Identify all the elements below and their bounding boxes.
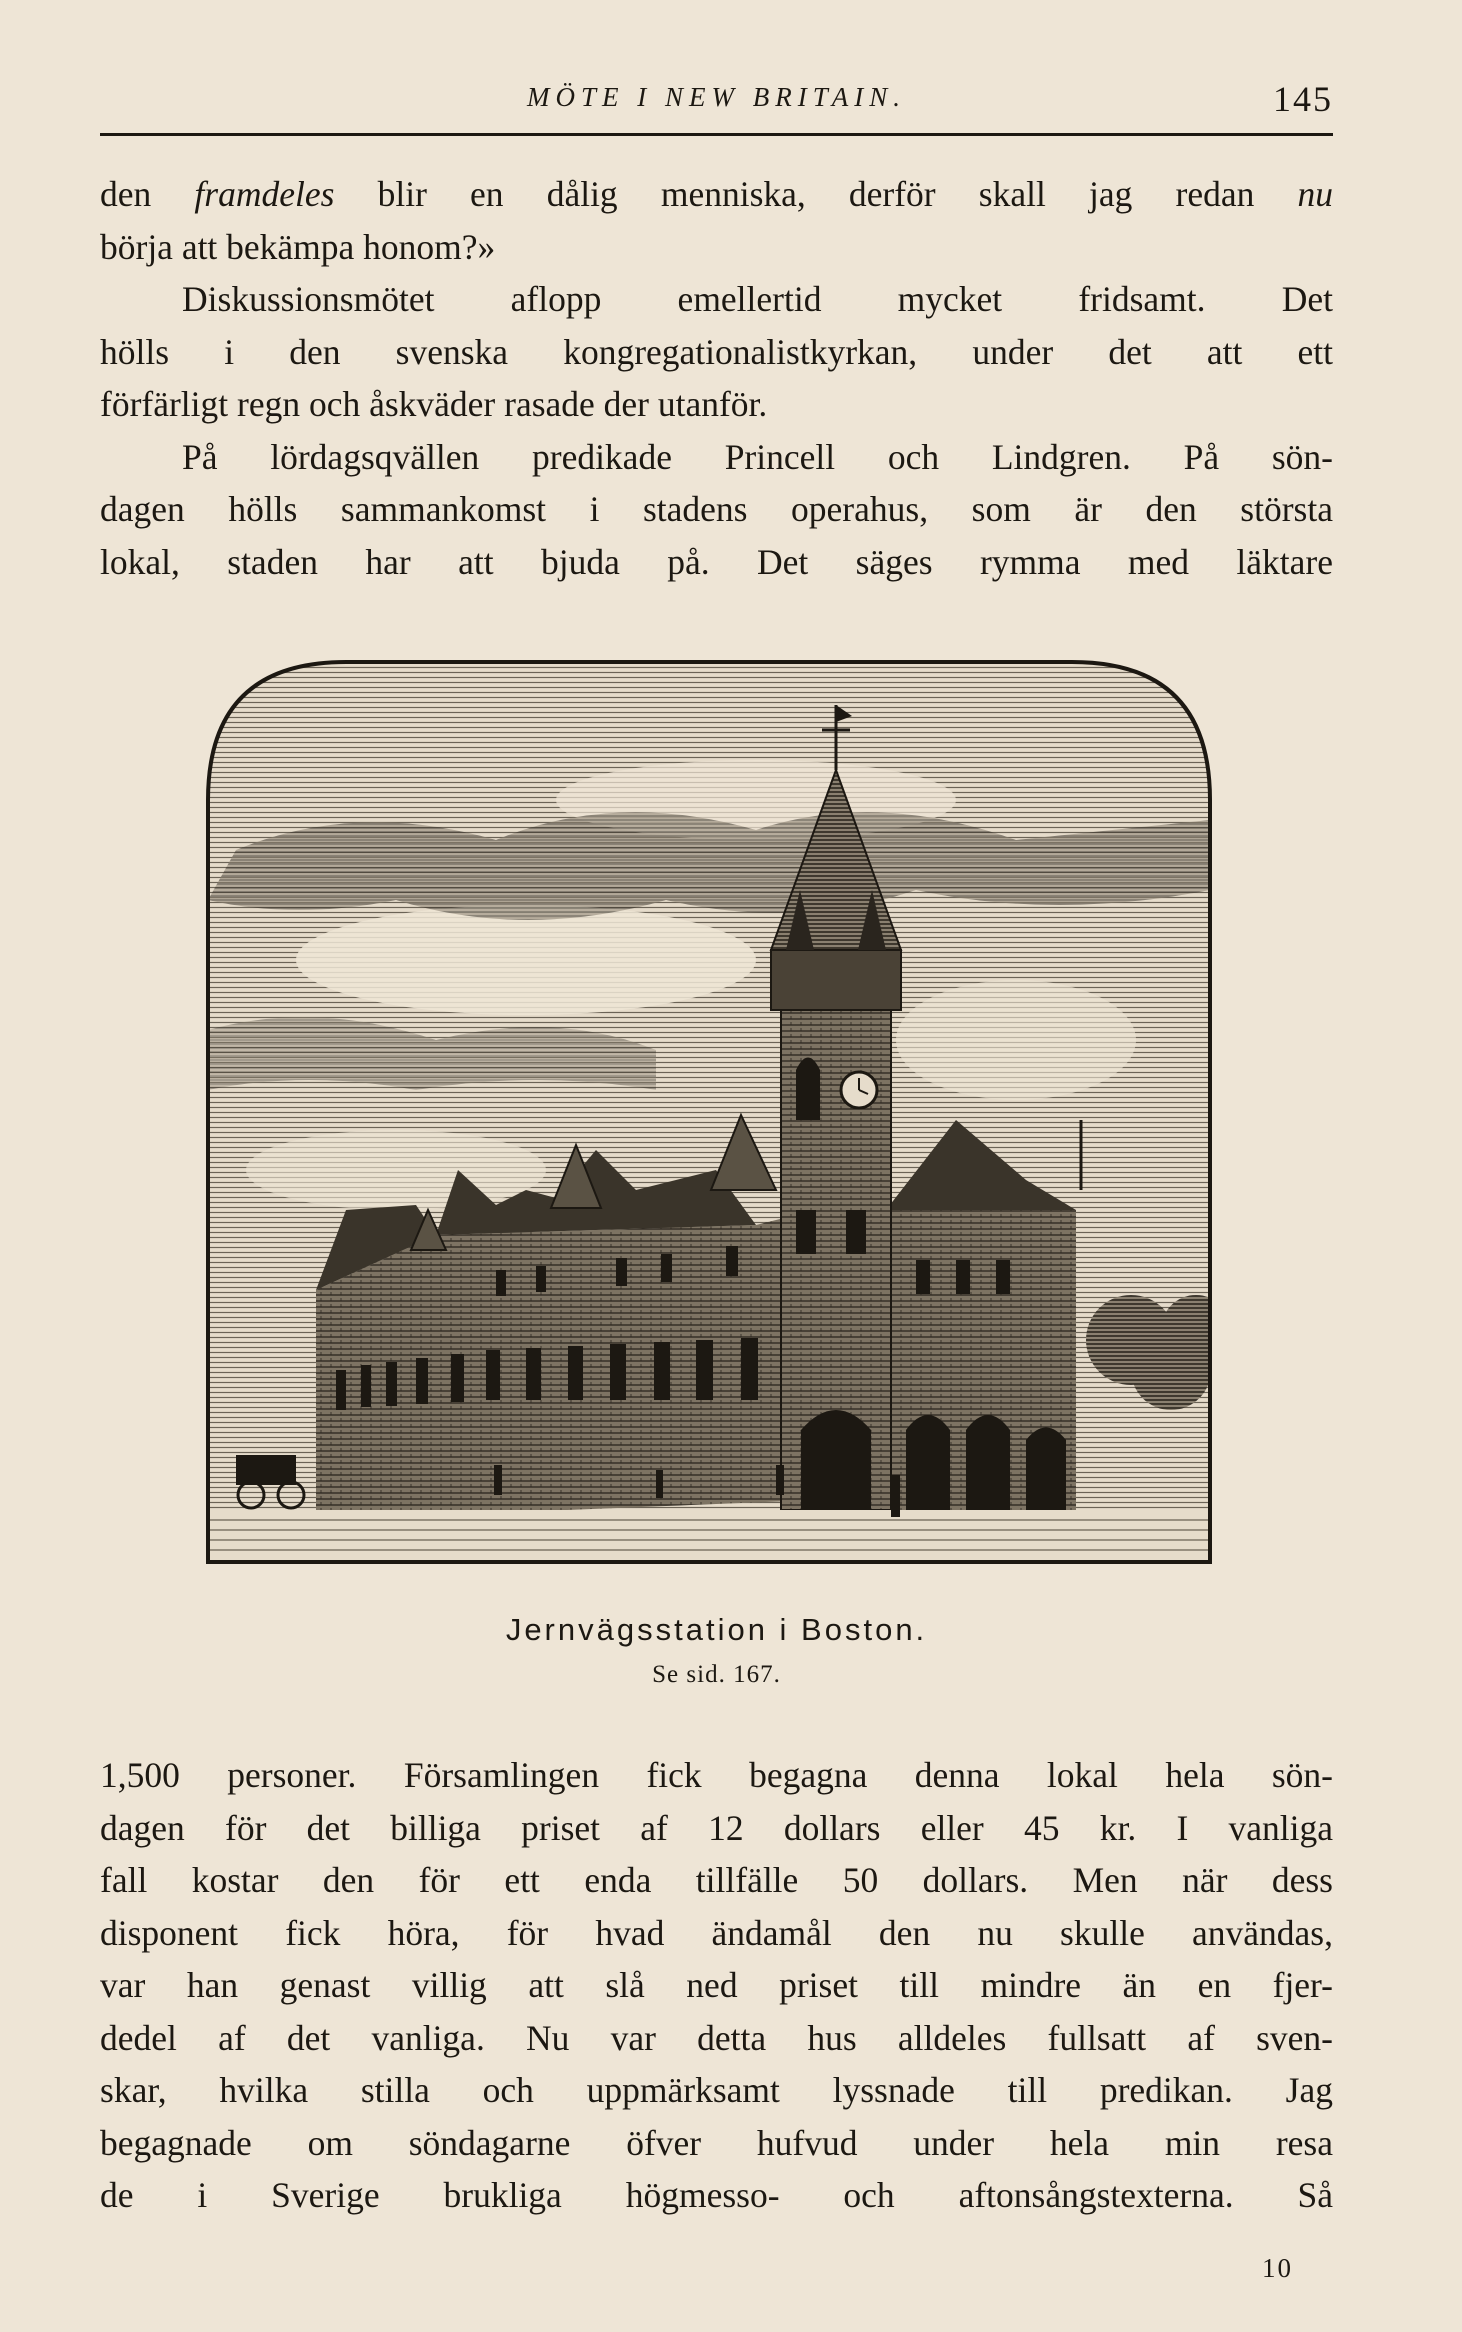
italic-word: nu bbox=[1297, 174, 1333, 214]
paragraph-1-line-1: den framdeles blir en dålig menniska, derför skall jag redan nu bbox=[100, 174, 1333, 214]
figure-reference: Se sid. 167. bbox=[652, 1661, 781, 1688]
body-line: dagen för det billiga priset af 12 dollars eller 45 kr. I vanliga bbox=[100, 1807, 1333, 1848]
paragraph-2-line-3: förfärligt regn och åskväder rasade der utanför. bbox=[100, 384, 768, 424]
paragraph-2-line-2: hölls i den svenska kongregationalistkyrkan, under det att ett bbox=[100, 331, 1333, 372]
page-number: 145 bbox=[1273, 79, 1333, 119]
railway-station-engraving bbox=[196, 650, 1222, 1580]
paragraph-1-line-2: börja att bekämpa honom?» bbox=[100, 226, 496, 267]
body-line: disponent fick höra, för hvad ändamål den nu skulle användas, bbox=[100, 1912, 1333, 1953]
body-line: var han genast villig att slå ned priset till mindre än en fjer- bbox=[100, 1965, 1333, 2005]
paragraph-3-line-3: lokal, staden har att bjuda på. Det säges rymma med läktare bbox=[100, 541, 1333, 582]
running-title: MÖTE I NEW BRITAIN. bbox=[527, 82, 906, 112]
body-line: fall kostar den för ett enda tillfälle 50 dollars. Men när dess bbox=[100, 1860, 1333, 1900]
figure-caption: Jernvägsstation i Boston. bbox=[505, 1612, 928, 1647]
header-rule bbox=[100, 133, 1333, 136]
text-block-bottom bbox=[100, 1749, 1333, 2222]
body-line: 1,500 personer. Församlingen fick begagna denna lokal hela sön- bbox=[100, 1755, 1333, 1795]
body-line: dedel af det vanliga. Nu var detta hus alldeles fullsatt af sven- bbox=[100, 2017, 1333, 2058]
text-block-top bbox=[100, 168, 1333, 588]
paragraph-3-line-1: På lördagsqvällen predikade Princell och Lindgren. På sön- bbox=[182, 436, 1333, 477]
body-line: begagnade om söndagarne öfver hufvud under hela min resa bbox=[100, 2122, 1333, 2163]
paragraph-2-line-1: Diskussionsmötet aflopp emellertid mycket fridsamt. Det bbox=[182, 279, 1333, 319]
signature-mark: 10 bbox=[1262, 2253, 1293, 2283]
body-line: de i Sverige brukliga högmesso- och aftonsångstexterna. Så bbox=[100, 2175, 1333, 2215]
italic-word: framdeles bbox=[194, 174, 335, 214]
body-line: skar, hvilka stilla och uppmärksamt lyssnade till predikan. Jag bbox=[100, 2070, 1333, 2110]
paragraph-3-line-2: dagen hölls sammankomst i stadens operahus, som är den största bbox=[100, 489, 1333, 529]
running-head bbox=[100, 78, 1333, 128]
